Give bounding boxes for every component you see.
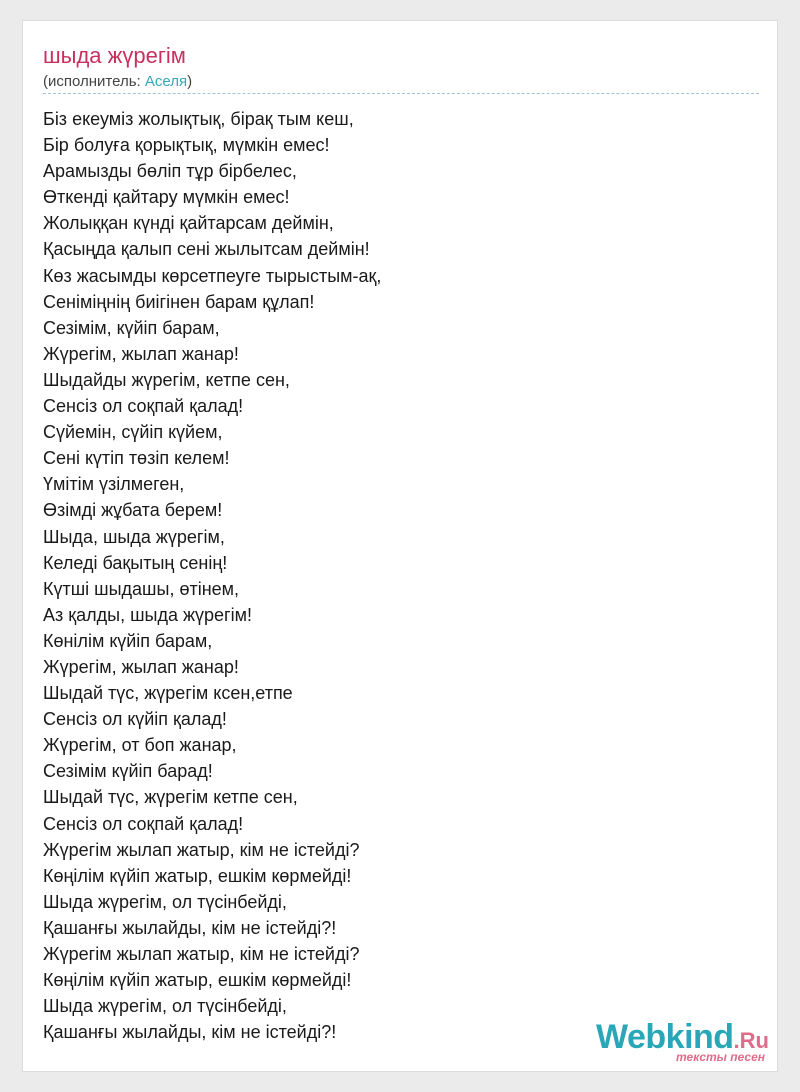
lyric-line: Сезімім күйіп барад! [43, 761, 213, 782]
lyric-line: Шыдай түс, жүрегім кетпе сен, [43, 787, 298, 808]
lyric-line: Арамызды бөліп тұр бірбелес, [43, 161, 297, 182]
lyric-line: Көнілім күйіп барам, [43, 630, 213, 651]
lyric-line: Көңілім күйіп жатыр, ешкім көрмейді! [43, 865, 352, 886]
lyric-line: Жүрегім, от боп жанар, [43, 735, 237, 756]
lyric-line: Өзімді жұбата берем! [43, 500, 223, 521]
lyric-line: Сүйемін, сүйіп күйем, [43, 422, 223, 443]
lyric-line: Келеді бақытың сенің! [43, 552, 228, 573]
lyrics-card [22, 20, 778, 1072]
lyric-line: Өткенді қайтару мүмкін емес! [43, 187, 290, 208]
lyric-line: Шыдайды жүрегім, кетпе сен, [43, 369, 290, 390]
logo-tld-text: .Ru [733, 1028, 769, 1053]
lyric-line: Бір болуға қорықтық, мүмкін емес! [43, 135, 330, 156]
lyric-line: Қашанғы жылайды, кім не істейді?! [43, 1022, 337, 1043]
lyric-line: Жүрегім, жылап жанар! [43, 343, 239, 364]
lyric-line: Жүрегім жылап жатыр, кім не істейді? [43, 944, 360, 964]
lyric-line: Қашанғы жылайды, кім не істейді?! [43, 917, 337, 938]
lyric-line: Шыда жүрегім, ол түсінбейді, [43, 996, 287, 1017]
song-title: шыда жүрегім [43, 43, 186, 68]
lyric-line: Шыда жүрегім, ол түсінбейді, [43, 891, 287, 912]
lyric-line: Шыда, шыда жүрегім, [43, 526, 225, 547]
artist-line [43, 73, 192, 91]
lyric-line: Сезімім, күйіп барам, [43, 317, 220, 338]
logo-subtitle: тексты песен [676, 1050, 765, 1064]
lyric-line: Үмітім үзілмеген, [43, 474, 185, 495]
lyric-line: Қасыңда қалып сені жылытсам деймін! [43, 239, 370, 260]
logo-main-text: Webkind [596, 1018, 734, 1056]
lyric-line: Көңілім күйіп жатыр, ешкім көрмейді! [43, 970, 352, 991]
lyric-line: Жүрегім, жылап жанар! [43, 656, 239, 677]
lyric-line: Сенсіз ол күйіп қалад! [43, 709, 227, 730]
artist-prefix: (исполнитель: [43, 73, 145, 90]
artist-link[interactable]: Аселя [144, 73, 188, 90]
lyric-line: Сені күтіп төзіп келем! [43, 448, 230, 469]
lyric-line: Аз қалды, шыда жүрегім! [43, 604, 252, 625]
lyric-line: Жолыққан күнді қайтарсам деймін, [43, 213, 334, 234]
lyric-line: Жүрегім жылап жатыр, кім не істейді? [43, 839, 360, 860]
lyric-line: Сенсіз ол соқпай қалад! [43, 396, 244, 417]
lyrics-list [43, 106, 381, 1045]
lyric-line: Сенсіз ол соқпай қалад! [43, 813, 244, 834]
lyric-line: Сеніміңнің биігінен барам құлап! [43, 291, 315, 312]
lyric-line: Күтші шыдашы, өтінем, [43, 578, 240, 599]
lyric-line: Біз екеуміз жолықтық, бірақ тым кеш, [43, 109, 354, 129]
lyric-line: Шыдай түс, жүрегім ксен,етпе [43, 683, 293, 704]
lyric-line: Көз жасымды көрсетпеуге тырыстым-ақ, [43, 265, 382, 286]
artist-suffix: ) [187, 73, 193, 90]
title-divider [43, 93, 759, 94]
site-logo[interactable] [596, 1019, 769, 1063]
